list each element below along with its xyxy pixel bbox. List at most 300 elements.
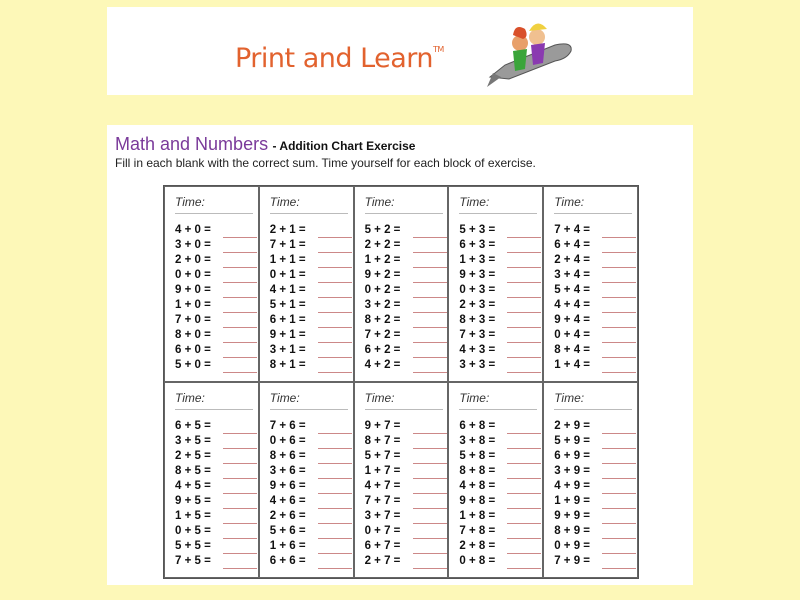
problem-row bbox=[365, 449, 448, 464]
answer-blank[interactable] bbox=[223, 421, 257, 434]
problem-equation: 9 + 6 = bbox=[269, 480, 306, 492]
problem-row bbox=[175, 464, 258, 479]
problem-row bbox=[554, 238, 637, 253]
answer-blank[interactable] bbox=[507, 240, 541, 253]
problem-equation: 6 + 4 = bbox=[554, 239, 590, 251]
exercise-block bbox=[448, 186, 543, 382]
answer-blank[interactable] bbox=[318, 421, 352, 434]
exercise-block bbox=[259, 382, 354, 578]
problem-equation: 6 + 0 = bbox=[175, 344, 211, 356]
trademark: TM bbox=[433, 45, 444, 54]
problem-equation: 8 + 8 = bbox=[459, 465, 496, 477]
answer-blank[interactable] bbox=[318, 240, 352, 253]
time-input-line[interactable] bbox=[175, 409, 253, 410]
problem-row bbox=[365, 419, 448, 434]
problem-equation: 5 + 3 = bbox=[459, 224, 496, 236]
problem-row bbox=[175, 524, 258, 539]
exercise-block bbox=[164, 186, 259, 382]
problem-row bbox=[270, 419, 353, 434]
problem-equation: 7 + 2 = bbox=[364, 329, 401, 341]
answer-blank[interactable] bbox=[602, 225, 636, 238]
problem-equation: 5 + 6 = bbox=[269, 525, 306, 537]
problem-row bbox=[459, 298, 542, 313]
answer-blank[interactable] bbox=[413, 270, 447, 283]
problem-row bbox=[270, 509, 353, 524]
problem-row bbox=[365, 313, 448, 328]
answer-blank[interactable] bbox=[223, 511, 257, 524]
problem-equation: 7 + 9 = bbox=[554, 555, 590, 567]
problem-row bbox=[270, 554, 353, 569]
problem-equation: 1 + 2 = bbox=[364, 254, 401, 266]
problem-row bbox=[365, 509, 448, 524]
answer-blank[interactable] bbox=[413, 300, 447, 313]
problem-equation: 2 + 5 = bbox=[175, 450, 211, 462]
problem-equation: 1 + 0 = bbox=[175, 299, 211, 311]
problem-row bbox=[459, 283, 542, 298]
problem-equation: 3 + 6 = bbox=[269, 465, 306, 477]
exercise-block bbox=[354, 382, 449, 578]
problem-equation: 4 + 1 = bbox=[269, 284, 306, 296]
answer-blank[interactable] bbox=[413, 481, 447, 494]
answer-blank[interactable] bbox=[413, 255, 447, 268]
answer-blank[interactable] bbox=[318, 556, 352, 569]
answer-blank[interactable] bbox=[602, 315, 636, 328]
problem-equation: 7 + 1 = bbox=[269, 239, 306, 251]
problem-row bbox=[365, 238, 448, 253]
rocket-kids-icon bbox=[485, 15, 575, 91]
answer-blank[interactable] bbox=[413, 496, 447, 509]
exercise-block bbox=[448, 382, 543, 578]
answer-blank[interactable] bbox=[602, 451, 636, 464]
problem-row bbox=[459, 554, 542, 569]
problem-row bbox=[175, 554, 258, 569]
problem-row bbox=[365, 539, 448, 554]
answer-blank[interactable] bbox=[602, 511, 636, 524]
answer-blank[interactable] bbox=[507, 330, 541, 343]
answer-blank[interactable] bbox=[223, 481, 257, 494]
answer-blank[interactable] bbox=[223, 360, 257, 373]
answer-blank[interactable] bbox=[507, 436, 541, 449]
problem-row bbox=[175, 268, 258, 283]
problem-row bbox=[175, 449, 258, 464]
problem-equation: 9 + 8 = bbox=[459, 495, 496, 507]
problem-equation: 6 + 3 = bbox=[459, 239, 496, 251]
answer-blank[interactable] bbox=[318, 345, 352, 358]
problem-row bbox=[459, 313, 542, 328]
answer-blank[interactable] bbox=[413, 330, 447, 343]
problem-row bbox=[554, 434, 637, 449]
answer-blank[interactable] bbox=[223, 315, 257, 328]
answer-blank[interactable] bbox=[223, 345, 257, 358]
problem-equation: 4 + 2 = bbox=[364, 359, 401, 371]
problem-equation: 6 + 6 = bbox=[269, 555, 306, 567]
time-label: Time: bbox=[459, 391, 490, 405]
title-main: Math and Numbers bbox=[115, 134, 269, 154]
problem-equation: 7 + 8 = bbox=[459, 525, 496, 537]
page-title bbox=[115, 134, 415, 155]
answer-blank[interactable] bbox=[223, 270, 257, 283]
problem-row bbox=[554, 464, 637, 479]
answer-blank[interactable] bbox=[318, 225, 352, 238]
time-label: Time: bbox=[554, 391, 585, 405]
answer-blank[interactable] bbox=[602, 481, 636, 494]
problem-equation: 3 + 1 = bbox=[269, 344, 306, 356]
problem-row bbox=[175, 283, 258, 298]
problem-row bbox=[365, 464, 448, 479]
time-input-line[interactable] bbox=[270, 213, 348, 214]
problem-equation: 1 + 6 = bbox=[269, 540, 306, 552]
answer-blank[interactable] bbox=[602, 270, 636, 283]
answer-blank[interactable] bbox=[223, 225, 257, 238]
problem-row bbox=[365, 223, 448, 238]
problem-equation: 5 + 1 = bbox=[269, 299, 306, 311]
answer-blank[interactable] bbox=[602, 285, 636, 298]
problem-row bbox=[175, 434, 258, 449]
answer-blank[interactable] bbox=[318, 315, 352, 328]
answer-blank[interactable] bbox=[223, 330, 257, 343]
problem-row bbox=[175, 253, 258, 268]
problem-equation: 5 + 5 = bbox=[175, 540, 211, 552]
problem-row bbox=[270, 238, 353, 253]
answer-blank[interactable] bbox=[318, 496, 352, 509]
problem-row bbox=[270, 253, 353, 268]
problem-row bbox=[459, 539, 542, 554]
problem-equation: 9 + 9 = bbox=[554, 510, 590, 522]
problem-row bbox=[365, 479, 448, 494]
answer-blank[interactable] bbox=[507, 541, 541, 554]
answer-blank[interactable] bbox=[602, 421, 636, 434]
problem-equation: 7 + 7 = bbox=[364, 495, 401, 507]
problem-equation: 6 + 9 = bbox=[554, 450, 590, 462]
answer-blank[interactable] bbox=[507, 496, 541, 509]
problem-equation: 1 + 1 = bbox=[269, 254, 306, 266]
problem-row bbox=[554, 524, 637, 539]
problem-row bbox=[270, 358, 353, 373]
time-label: Time: bbox=[175, 195, 205, 209]
exercise-panel bbox=[107, 125, 693, 585]
problem-equation: 3 + 7 = bbox=[364, 510, 401, 522]
problem-row bbox=[554, 313, 637, 328]
problem-equation: 0 + 7 = bbox=[364, 525, 401, 537]
problem-row bbox=[365, 343, 448, 358]
problem-equation: 2 + 0 = bbox=[175, 254, 211, 266]
problem-row bbox=[459, 449, 542, 464]
answer-blank[interactable] bbox=[507, 556, 541, 569]
answer-blank[interactable] bbox=[318, 255, 352, 268]
problem-equation: 1 + 4 = bbox=[554, 359, 590, 371]
problem-equation: 7 + 4 = bbox=[554, 224, 590, 236]
site-header bbox=[107, 7, 693, 95]
answer-blank[interactable] bbox=[602, 541, 636, 554]
time-input-line[interactable] bbox=[270, 409, 348, 410]
problem-row bbox=[365, 494, 448, 509]
answer-blank[interactable] bbox=[318, 451, 352, 464]
problem-equation: 0 + 0 = bbox=[175, 269, 211, 281]
problem-row bbox=[270, 223, 353, 238]
problem-equation: 3 + 5 = bbox=[175, 435, 211, 447]
problem-equation: 2 + 1 = bbox=[269, 224, 306, 236]
answer-blank[interactable] bbox=[413, 466, 447, 479]
problem-row bbox=[554, 358, 637, 373]
problem-row bbox=[459, 464, 542, 479]
answer-blank[interactable] bbox=[223, 541, 257, 554]
answer-blank[interactable] bbox=[318, 481, 352, 494]
problem-row bbox=[270, 479, 353, 494]
problem-equation: 2 + 6 = bbox=[269, 510, 306, 522]
problem-equation: 1 + 9 = bbox=[554, 495, 590, 507]
time-input-line[interactable] bbox=[554, 409, 632, 410]
problem-row bbox=[365, 253, 448, 268]
time-input-line[interactable] bbox=[554, 213, 632, 214]
answer-blank[interactable] bbox=[318, 526, 352, 539]
problem-row bbox=[554, 328, 637, 343]
answer-blank[interactable] bbox=[413, 451, 447, 464]
time-input-line[interactable] bbox=[459, 409, 537, 410]
instructions: Fill in each blank with the correct sum. Time yourself for each block of exercise. bbox=[115, 156, 536, 170]
problem-row bbox=[365, 268, 448, 283]
answer-blank[interactable] bbox=[223, 451, 257, 464]
problem-equation: 2 + 9 = bbox=[554, 420, 590, 432]
time-label: Time: bbox=[364, 391, 395, 405]
answer-blank[interactable] bbox=[413, 345, 447, 358]
problem-equation: 8 + 9 = bbox=[554, 525, 590, 537]
problem-row bbox=[459, 524, 542, 539]
answer-blank[interactable] bbox=[602, 240, 636, 253]
problem-row bbox=[175, 494, 258, 509]
time-label: Time: bbox=[175, 391, 205, 405]
problem-equation: 7 + 5 = bbox=[175, 555, 211, 567]
problem-row bbox=[175, 298, 258, 313]
problem-row bbox=[365, 358, 448, 373]
problem-equation: 0 + 6 = bbox=[269, 435, 306, 447]
answer-blank[interactable] bbox=[223, 496, 257, 509]
answer-blank[interactable] bbox=[318, 511, 352, 524]
problem-row bbox=[459, 253, 542, 268]
problem-equation: 9 + 0 = bbox=[175, 284, 211, 296]
answer-blank[interactable] bbox=[318, 270, 352, 283]
problem-row bbox=[270, 283, 353, 298]
answer-blank[interactable] bbox=[223, 255, 257, 268]
answer-blank[interactable] bbox=[318, 360, 352, 373]
answer-blank[interactable] bbox=[507, 526, 541, 539]
problem-row bbox=[554, 419, 637, 434]
problem-row bbox=[459, 238, 542, 253]
time-label: Time: bbox=[269, 391, 300, 405]
answer-blank[interactable] bbox=[507, 270, 541, 283]
problem-equation: 0 + 2 = bbox=[364, 284, 401, 296]
problem-row bbox=[365, 298, 448, 313]
problem-equation: 3 + 8 = bbox=[459, 435, 496, 447]
time-input-line[interactable] bbox=[365, 409, 443, 410]
problem-row bbox=[459, 434, 542, 449]
answer-blank[interactable] bbox=[602, 556, 636, 569]
problem-equation: 7 + 3 = bbox=[459, 329, 496, 341]
answer-blank[interactable] bbox=[318, 300, 352, 313]
exercise-block bbox=[259, 186, 354, 382]
problem-equation: 9 + 5 = bbox=[175, 495, 211, 507]
answer-blank[interactable] bbox=[507, 360, 541, 373]
answer-blank[interactable] bbox=[413, 556, 447, 569]
answer-blank[interactable] bbox=[602, 360, 636, 373]
problem-equation: 3 + 4 = bbox=[554, 269, 590, 281]
time-input-line[interactable] bbox=[175, 213, 253, 214]
problem-row bbox=[175, 313, 258, 328]
answer-blank[interactable] bbox=[223, 300, 257, 313]
problem-equation: 6 + 8 = bbox=[459, 420, 496, 432]
answer-blank[interactable] bbox=[413, 225, 447, 238]
problem-equation: 2 + 2 = bbox=[364, 239, 401, 251]
problem-equation: 4 + 6 = bbox=[269, 495, 306, 507]
problem-row bbox=[459, 328, 542, 343]
problem-row bbox=[365, 554, 448, 569]
problem-equation: 7 + 6 = bbox=[269, 420, 306, 432]
answer-blank[interactable] bbox=[318, 466, 352, 479]
problem-row bbox=[554, 554, 637, 569]
answer-blank[interactable] bbox=[507, 481, 541, 494]
problem-row bbox=[270, 539, 353, 554]
answer-blank[interactable] bbox=[223, 526, 257, 539]
logo-text: Print and Learn bbox=[235, 43, 434, 74]
answer-blank[interactable] bbox=[507, 511, 541, 524]
problem-equation: 6 + 2 = bbox=[364, 344, 401, 356]
answer-blank[interactable] bbox=[507, 225, 541, 238]
answer-blank[interactable] bbox=[602, 345, 636, 358]
problem-equation: 7 + 0 = bbox=[175, 314, 211, 326]
addition-grid bbox=[163, 185, 639, 579]
problem-equation: 8 + 2 = bbox=[364, 314, 401, 326]
exercise-block bbox=[543, 186, 638, 382]
problem-row bbox=[270, 343, 353, 358]
problem-equation: 8 + 4 = bbox=[554, 344, 590, 356]
problem-equation: 4 + 3 = bbox=[459, 344, 496, 356]
problem-equation: 0 + 8 = bbox=[459, 555, 496, 567]
answer-blank[interactable] bbox=[507, 466, 541, 479]
answer-blank[interactable] bbox=[507, 451, 541, 464]
time-label: Time: bbox=[269, 195, 300, 209]
answer-blank[interactable] bbox=[318, 436, 352, 449]
problem-equation: 8 + 3 = bbox=[459, 314, 496, 326]
answer-blank[interactable] bbox=[602, 436, 636, 449]
answer-blank[interactable] bbox=[507, 255, 541, 268]
answer-blank[interactable] bbox=[413, 421, 447, 434]
problem-row bbox=[175, 539, 258, 554]
answer-blank[interactable] bbox=[602, 526, 636, 539]
answer-blank[interactable] bbox=[413, 360, 447, 373]
problem-row bbox=[175, 223, 258, 238]
problem-row bbox=[459, 419, 542, 434]
answer-blank[interactable] bbox=[223, 556, 257, 569]
answer-blank[interactable] bbox=[507, 285, 541, 298]
answer-blank[interactable] bbox=[223, 436, 257, 449]
problem-row bbox=[175, 509, 258, 524]
problem-row bbox=[459, 343, 542, 358]
answer-blank[interactable] bbox=[602, 330, 636, 343]
answer-blank[interactable] bbox=[318, 541, 352, 554]
answer-blank[interactable] bbox=[413, 285, 447, 298]
problem-row bbox=[554, 283, 637, 298]
answer-blank[interactable] bbox=[413, 541, 447, 554]
problem-equation: 5 + 9 = bbox=[554, 435, 590, 447]
answer-blank[interactable] bbox=[507, 345, 541, 358]
problem-row bbox=[270, 434, 353, 449]
answer-blank[interactable] bbox=[413, 511, 447, 524]
problem-equation: 9 + 3 = bbox=[459, 269, 496, 281]
answer-blank[interactable] bbox=[318, 285, 352, 298]
problem-equation: 1 + 7 = bbox=[364, 465, 401, 477]
answer-blank[interactable] bbox=[507, 315, 541, 328]
problem-equation: 2 + 4 = bbox=[554, 254, 590, 266]
answer-blank[interactable] bbox=[223, 285, 257, 298]
answer-blank[interactable] bbox=[602, 466, 636, 479]
problem-row bbox=[554, 253, 637, 268]
problem-row bbox=[175, 238, 258, 253]
problem-equation: 3 + 0 = bbox=[175, 239, 211, 251]
problem-row bbox=[175, 343, 258, 358]
problem-row bbox=[365, 524, 448, 539]
problem-equation: 5 + 8 = bbox=[459, 450, 496, 462]
answer-blank[interactable] bbox=[413, 240, 447, 253]
problem-equation: 6 + 5 = bbox=[175, 420, 211, 432]
problem-equation: 0 + 3 = bbox=[459, 284, 496, 296]
answer-blank[interactable] bbox=[507, 300, 541, 313]
answer-blank[interactable] bbox=[223, 240, 257, 253]
problem-row bbox=[459, 494, 542, 509]
answer-blank[interactable] bbox=[413, 436, 447, 449]
time-input-line[interactable] bbox=[365, 213, 443, 214]
answer-blank[interactable] bbox=[602, 255, 636, 268]
problem-row bbox=[270, 464, 353, 479]
problem-equation: 9 + 2 = bbox=[364, 269, 401, 281]
answer-blank[interactable] bbox=[602, 496, 636, 509]
problem-row bbox=[175, 328, 258, 343]
problem-equation: 3 + 3 = bbox=[459, 359, 496, 371]
problem-equation: 8 + 6 = bbox=[269, 450, 306, 462]
problem-equation: 8 + 7 = bbox=[364, 435, 401, 447]
problem-equation: 2 + 8 = bbox=[459, 540, 496, 552]
problem-row bbox=[554, 509, 637, 524]
answer-blank[interactable] bbox=[318, 330, 352, 343]
answer-blank[interactable] bbox=[413, 526, 447, 539]
problem-row bbox=[175, 419, 258, 434]
problem-row bbox=[270, 298, 353, 313]
problem-equation: 0 + 1 = bbox=[269, 269, 306, 281]
problem-row bbox=[459, 223, 542, 238]
answer-blank[interactable] bbox=[413, 315, 447, 328]
problem-equation: 4 + 7 = bbox=[364, 480, 401, 492]
answer-blank[interactable] bbox=[507, 421, 541, 434]
answer-blank[interactable] bbox=[602, 300, 636, 313]
title-sub: - Addition Chart Exercise bbox=[272, 139, 416, 153]
problem-equation: 3 + 9 = bbox=[554, 465, 590, 477]
answer-blank[interactable] bbox=[223, 466, 257, 479]
time-input-line[interactable] bbox=[459, 213, 537, 214]
problem-equation: 8 + 1 = bbox=[269, 359, 306, 371]
problem-row bbox=[459, 358, 542, 373]
problem-row bbox=[270, 524, 353, 539]
problem-equation: 0 + 9 = bbox=[554, 540, 590, 552]
problem-row bbox=[554, 298, 637, 313]
logo[interactable] bbox=[235, 43, 444, 74]
problem-row bbox=[270, 328, 353, 343]
problem-equation: 1 + 8 = bbox=[459, 510, 496, 522]
problem-row bbox=[270, 268, 353, 283]
problem-equation: 8 + 0 = bbox=[175, 329, 211, 341]
problem-equation: 4 + 5 = bbox=[175, 480, 211, 492]
time-label: Time: bbox=[364, 195, 395, 209]
problem-equation: 4 + 8 = bbox=[459, 480, 496, 492]
problem-equation: 1 + 5 = bbox=[175, 510, 211, 522]
problem-row bbox=[270, 494, 353, 509]
